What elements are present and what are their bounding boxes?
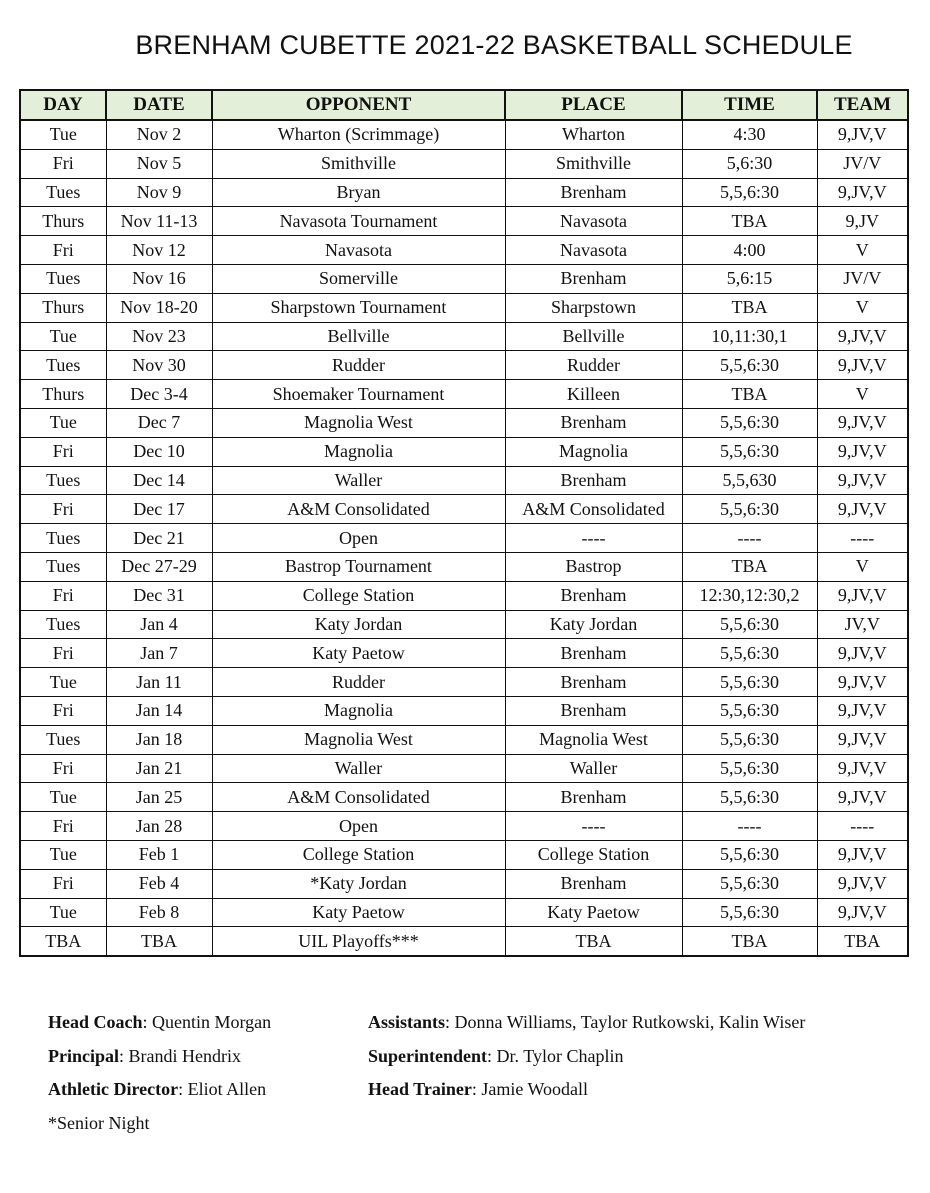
cell-opponent: Bastrop Tournament [212, 552, 505, 581]
superintendent-value: Dr. Tylor Chaplin [496, 1046, 624, 1066]
cell-date: Jan 14 [106, 696, 212, 725]
cell-place: TBA [505, 927, 682, 956]
cell-time: 5,5,6:30 [682, 437, 817, 466]
cell-place: Brenham [505, 264, 682, 293]
table-row [20, 927, 908, 956]
cell-place: Brenham [505, 639, 682, 668]
cell-time: 5,5,6:30 [682, 783, 817, 812]
table-row [20, 783, 908, 812]
cell-opponent: Open [212, 524, 505, 553]
cell-opponent: Shoemaker Tournament [212, 380, 505, 409]
header-row [20, 90, 908, 120]
cell-time: 5,5,6:30 [682, 408, 817, 437]
cell-time: 5,5,6:30 [682, 639, 817, 668]
cell-day: Tue [20, 898, 106, 927]
cell-day: Fri [20, 754, 106, 783]
cell-time: 5,5,630 [682, 466, 817, 495]
cell-team: 9,JV,V [817, 322, 908, 351]
table-row [20, 524, 908, 553]
cell-place: Brenham [505, 668, 682, 697]
cell-team: 9,JV [817, 207, 908, 236]
cell-day: TBA [20, 927, 106, 956]
cell-time: 10,11:30,1 [682, 322, 817, 351]
cell-day: Fri [20, 812, 106, 841]
cell-time: TBA [682, 552, 817, 581]
cell-day: Tues [20, 610, 106, 639]
head-coach-line: Head Coach: Quentin Morgan [48, 1012, 272, 1032]
head-trainer-value: Jamie Woodall [481, 1079, 589, 1099]
cell-team: 9,JV,V [817, 639, 908, 668]
cell-day: Tue [20, 120, 106, 149]
cell-time: 5,5,6:30 [682, 840, 817, 869]
cell-place: Bellville [505, 322, 682, 351]
cell-team: V [817, 380, 908, 409]
cell-date: Dec 21 [106, 524, 212, 553]
table-row [20, 437, 908, 466]
table-row [20, 408, 908, 437]
cell-opponent: Smithville [212, 149, 505, 178]
senior-night-note: *Senior Night [48, 1113, 150, 1133]
cell-team: 9,JV,V [817, 466, 908, 495]
cell-place: Magnolia West [505, 725, 682, 754]
head-trainer-label: Head Trainer [368, 1079, 472, 1099]
table-row [20, 754, 908, 783]
cell-team: 9,JV,V [817, 668, 908, 697]
cell-opponent: Sharpstown Tournament [212, 293, 505, 322]
cell-opponent: Waller [212, 466, 505, 495]
table-row [20, 466, 908, 495]
cell-team: 9,JV,V [817, 725, 908, 754]
cell-day: Tue [20, 840, 106, 869]
column-header-place: PLACE [505, 90, 682, 120]
table-row [20, 120, 908, 149]
table-row [20, 236, 908, 265]
table-row [20, 380, 908, 409]
cell-time: 5,6:15 [682, 264, 817, 293]
athletic-director-label: Athletic Director [48, 1079, 179, 1099]
cell-place: Wharton [505, 120, 682, 149]
cell-date: Dec 10 [106, 437, 212, 466]
cell-time: 5,5,6:30 [682, 754, 817, 783]
cell-opponent: Open [212, 812, 505, 841]
column-header-date: DATE [106, 90, 212, 120]
column-header-day: DAY [20, 90, 106, 120]
cell-time: 5,6:30 [682, 149, 817, 178]
table-row [20, 552, 908, 581]
cell-time: TBA [682, 380, 817, 409]
cell-place: Waller [505, 754, 682, 783]
cell-date: Dec 17 [106, 495, 212, 524]
cell-opponent: Rudder [212, 351, 505, 380]
cell-place: Brenham [505, 466, 682, 495]
cell-place: Smithville [505, 149, 682, 178]
table-row [20, 293, 908, 322]
cell-opponent: Katy Paetow [212, 898, 505, 927]
cell-day: Tue [20, 783, 106, 812]
cell-opponent: Katy Jordan [212, 610, 505, 639]
table-body [20, 120, 908, 956]
cell-date: Nov 5 [106, 149, 212, 178]
cell-team: 9,JV,V [817, 120, 908, 149]
cell-date: Nov 30 [106, 351, 212, 380]
table-row [20, 495, 908, 524]
column-header-team: TEAM [817, 90, 908, 120]
cell-time: 12:30,12:30,2 [682, 581, 817, 610]
head-trainer-line: Head Trainer: Jamie Woodall [368, 1079, 589, 1099]
cell-team: 9,JV,V [817, 898, 908, 927]
cell-place: Navasota [505, 207, 682, 236]
assistants-line: Assistants: Donna Williams, Taylor Rutkowski, Kalin Wiser [368, 1012, 806, 1032]
cell-team: 9,JV,V [817, 696, 908, 725]
cell-day: Thurs [20, 293, 106, 322]
table-row [20, 322, 908, 351]
cell-day: Tue [20, 668, 106, 697]
cell-opponent: Magnolia [212, 696, 505, 725]
cell-time: 5,5,6:30 [682, 495, 817, 524]
cell-date: Dec 27-29 [106, 552, 212, 581]
cell-day: Fri [20, 437, 106, 466]
athletic-director-value: Eliot Allen [187, 1079, 267, 1099]
cell-date: Jan 4 [106, 610, 212, 639]
table-row [20, 351, 908, 380]
cell-place: ---- [505, 812, 682, 841]
cell-date: Jan 25 [106, 783, 212, 812]
cell-place: College Station [505, 840, 682, 869]
cell-place: Rudder [505, 351, 682, 380]
cell-team: 9,JV,V [817, 581, 908, 610]
cell-date: Jan 28 [106, 812, 212, 841]
cell-date: Nov 9 [106, 178, 212, 207]
cell-day: Tues [20, 725, 106, 754]
cell-day: Fri [20, 639, 106, 668]
cell-place: Killeen [505, 380, 682, 409]
cell-opponent: A&M Consolidated [212, 495, 505, 524]
table-row [20, 264, 908, 293]
athletic-director-line: Athletic Director: Eliot Allen [48, 1079, 267, 1099]
cell-day: Fri [20, 495, 106, 524]
cell-team: V [817, 236, 908, 265]
cell-time: ---- [682, 812, 817, 841]
table-row [20, 639, 908, 668]
cell-time: TBA [682, 293, 817, 322]
cell-day: Tue [20, 322, 106, 351]
column-header-time: TIME [682, 90, 817, 120]
cell-time: 5,5,6:30 [682, 696, 817, 725]
cell-place: ---- [505, 524, 682, 553]
superintendent-label: Superintendent [368, 1046, 488, 1066]
cell-place: Brenham [505, 581, 682, 610]
table-row [20, 610, 908, 639]
cell-day: Tues [20, 552, 106, 581]
cell-team: TBA [817, 927, 908, 956]
cell-opponent: *Katy Jordan [212, 869, 505, 898]
head-coach-label: Head Coach [48, 1012, 143, 1032]
cell-day: Thurs [20, 207, 106, 236]
table-row [20, 812, 908, 841]
cell-date: Nov 2 [106, 120, 212, 149]
cell-day: Fri [20, 696, 106, 725]
cell-team: JV,V [817, 610, 908, 639]
cell-place: Brenham [505, 869, 682, 898]
cell-day: Tue [20, 408, 106, 437]
cell-opponent: A&M Consolidated [212, 783, 505, 812]
cell-opponent: Bellville [212, 322, 505, 351]
schedule-table [19, 89, 909, 957]
cell-day: Fri [20, 869, 106, 898]
cell-day: Fri [20, 236, 106, 265]
cell-place: Katy Jordan [505, 610, 682, 639]
assistants-value: Donna Williams, Taylor Rutkowski, Kalin Wiser [454, 1012, 806, 1032]
table-row [20, 696, 908, 725]
cell-opponent: Navasota [212, 236, 505, 265]
cell-place: A&M Consolidated [505, 495, 682, 524]
cell-date: Nov 23 [106, 322, 212, 351]
cell-team: 9,JV,V [817, 178, 908, 207]
table-row [20, 668, 908, 697]
cell-place: Brenham [505, 696, 682, 725]
superintendent-line: Superintendent: Dr. Tylor Chaplin [368, 1046, 624, 1066]
cell-opponent: Katy Paetow [212, 639, 505, 668]
cell-place: Bastrop [505, 552, 682, 581]
cell-date: Nov 18-20 [106, 293, 212, 322]
table-row [20, 178, 908, 207]
cell-day: Tues [20, 524, 106, 553]
cell-time: 5,5,6:30 [682, 610, 817, 639]
head-coach-value: Quentin Morgan [152, 1012, 272, 1032]
cell-team: 9,JV,V [817, 869, 908, 898]
cell-time: 4:00 [682, 236, 817, 265]
cell-date: Nov 12 [106, 236, 212, 265]
cell-date: Nov 11-13 [106, 207, 212, 236]
cell-time: 5,5,6:30 [682, 898, 817, 927]
cell-date: Feb 4 [106, 869, 212, 898]
cell-team: 9,JV,V [817, 437, 908, 466]
cell-opponent: Wharton (Scrimmage) [212, 120, 505, 149]
cell-date: Feb 8 [106, 898, 212, 927]
cell-opponent: UIL Playoffs*** [212, 927, 505, 956]
cell-opponent: Magnolia West [212, 408, 505, 437]
cell-place: Brenham [505, 783, 682, 812]
cell-date: Jan 21 [106, 754, 212, 783]
principal-label: Principal [48, 1046, 119, 1066]
cell-place: Sharpstown [505, 293, 682, 322]
cell-opponent: College Station [212, 840, 505, 869]
cell-team: 9,JV,V [817, 840, 908, 869]
cell-team: ---- [817, 812, 908, 841]
cell-opponent: College Station [212, 581, 505, 610]
cell-day: Thurs [20, 380, 106, 409]
cell-time: 5,5,6:30 [682, 668, 817, 697]
cell-opponent: Rudder [212, 668, 505, 697]
cell-time: ---- [682, 524, 817, 553]
cell-time: 5,5,6:30 [682, 351, 817, 380]
cell-place: Navasota [505, 236, 682, 265]
cell-date: Nov 16 [106, 264, 212, 293]
cell-place: Brenham [505, 178, 682, 207]
cell-team: 9,JV,V [817, 351, 908, 380]
principal-line: Principal: Brandi Hendrix [48, 1046, 241, 1066]
cell-time: TBA [682, 207, 817, 236]
table-row [20, 725, 908, 754]
cell-date: TBA [106, 927, 212, 956]
table-row [20, 149, 908, 178]
cell-day: Tues [20, 351, 106, 380]
cell-day: Tues [20, 178, 106, 207]
table-row [20, 581, 908, 610]
cell-date: Dec 7 [106, 408, 212, 437]
cell-place: Brenham [505, 408, 682, 437]
cell-date: Feb 1 [106, 840, 212, 869]
cell-day: Tues [20, 264, 106, 293]
cell-place: Magnolia [505, 437, 682, 466]
cell-team: 9,JV,V [817, 408, 908, 437]
cell-date: Dec 31 [106, 581, 212, 610]
cell-opponent: Magnolia West [212, 725, 505, 754]
cell-team: 9,JV,V [817, 754, 908, 783]
assistants-label: Assistants [368, 1012, 446, 1032]
table-row [20, 207, 908, 236]
column-header-opponent: OPPONENT [212, 90, 505, 120]
cell-team: 9,JV,V [817, 783, 908, 812]
cell-team: V [817, 293, 908, 322]
cell-opponent: Somerville [212, 264, 505, 293]
cell-team: V [817, 552, 908, 581]
cell-date: Jan 7 [106, 639, 212, 668]
principal-value: Brandi Hendrix [128, 1046, 241, 1066]
table-row [20, 840, 908, 869]
cell-date: Jan 18 [106, 725, 212, 754]
cell-team: JV/V [817, 264, 908, 293]
cell-team: JV/V [817, 149, 908, 178]
cell-opponent: Bryan [212, 178, 505, 207]
cell-place: Katy Paetow [505, 898, 682, 927]
cell-date: Dec 3-4 [106, 380, 212, 409]
cell-time: 5,5,6:30 [682, 178, 817, 207]
cell-date: Dec 14 [106, 466, 212, 495]
cell-date: Jan 11 [106, 668, 212, 697]
table-header [20, 90, 908, 120]
cell-opponent: Navasota Tournament [212, 207, 505, 236]
cell-time: TBA [682, 927, 817, 956]
cell-time: 5,5,6:30 [682, 725, 817, 754]
cell-opponent: Waller [212, 754, 505, 783]
table-row [20, 869, 908, 898]
cell-opponent: Magnolia [212, 437, 505, 466]
cell-day: Fri [20, 149, 106, 178]
page-title: BRENHAM CUBETTE 2021-22 BASKETBALL SCHEDULE [135, 30, 853, 60]
table-row [20, 898, 908, 927]
cell-time: 4:30 [682, 120, 817, 149]
cell-time: 5,5,6:30 [682, 869, 817, 898]
cell-team: ---- [817, 524, 908, 553]
cell-team: 9,JV,V [817, 495, 908, 524]
cell-day: Tues [20, 466, 106, 495]
cell-day: Fri [20, 581, 106, 610]
